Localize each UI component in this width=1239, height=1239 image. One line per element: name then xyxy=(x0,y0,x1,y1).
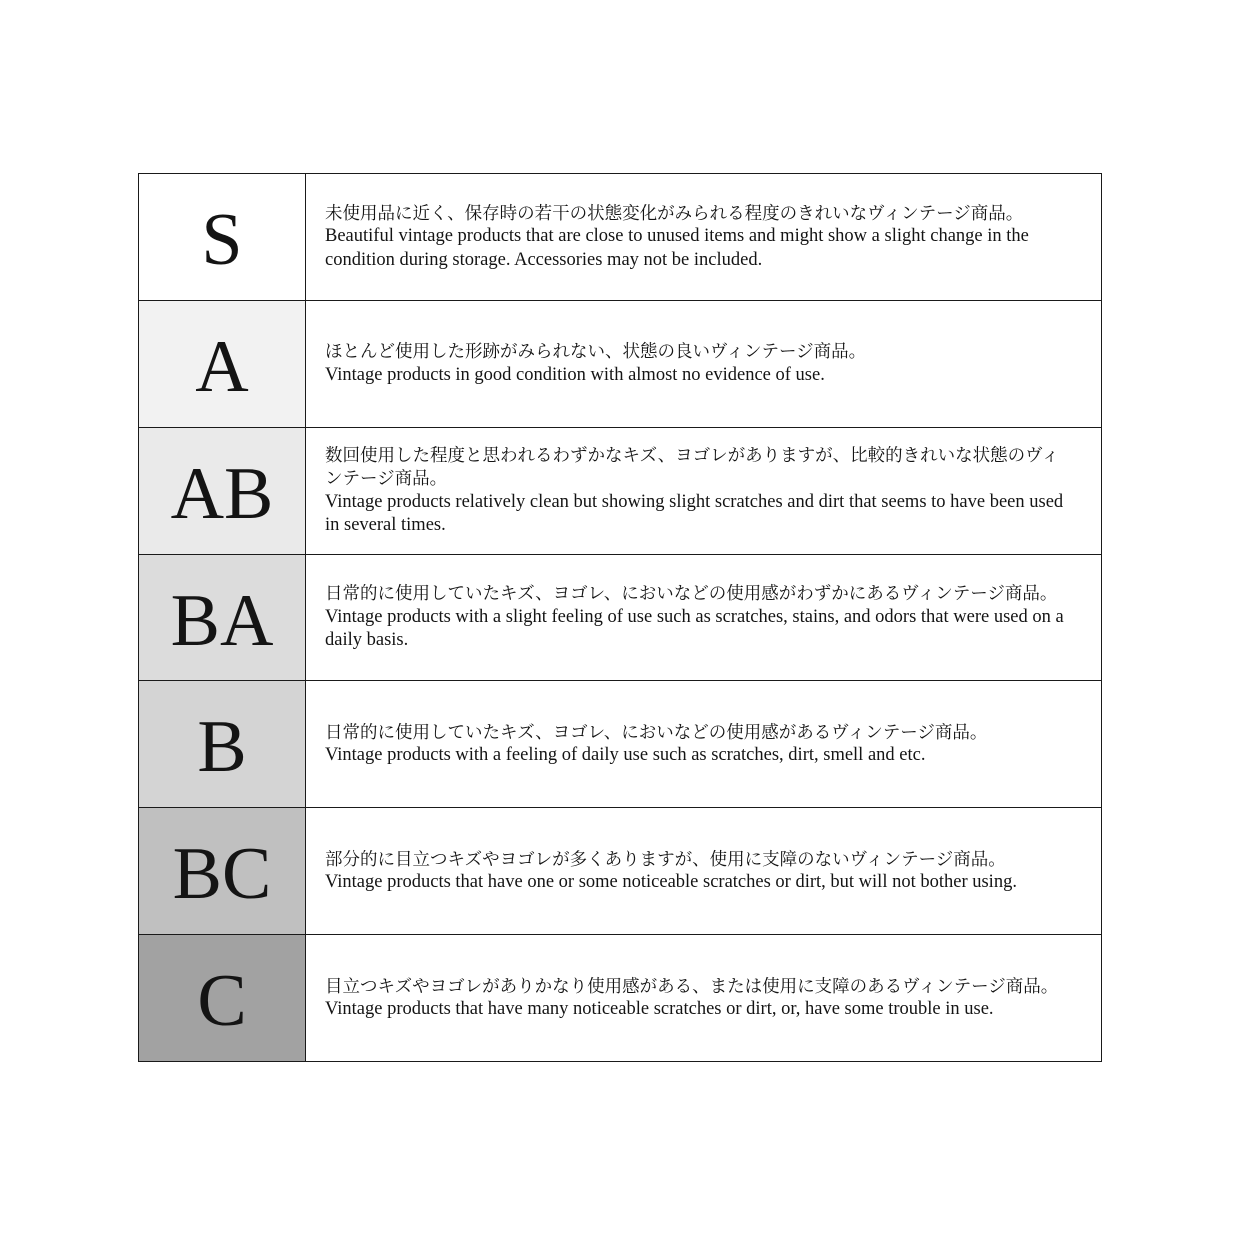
grade-cell-ab xyxy=(139,428,306,554)
grade-description-ab xyxy=(306,428,1101,554)
grade-letter: C xyxy=(197,960,247,1043)
table-row-bc xyxy=(139,807,1101,934)
grade-description-ba xyxy=(306,555,1101,681)
description-english: Vintage products that have many noticeable scratches or dirt, or, have some trouble in use. xyxy=(325,999,994,1020)
description-japanese: 日常的に使用していたキズ、ヨゴレ、においなどの使用感がわずかにあるヴィンテージ商品。 xyxy=(325,583,1058,604)
grade-letter: B xyxy=(197,706,247,789)
grade-cell-bc xyxy=(139,808,306,934)
grade-letter: AB xyxy=(170,452,274,535)
table-row-c xyxy=(139,934,1101,1061)
description-english: Vintage products with a slight feeling of use such as scratches, stains, and odors that were used on a daily basis. xyxy=(325,606,1064,651)
grade-letter: BA xyxy=(170,579,274,662)
description-japanese: ほとんど使用した形跡がみられない、状態の良いヴィンテージ商品。 xyxy=(325,341,867,362)
grade-letter: S xyxy=(201,198,243,281)
description-japanese: 数回使用した程度と思われるわずかなキズ、ヨゴレがありますが、比較的きれいな状態のヴィンテージ商品。 xyxy=(325,444,1060,489)
grade-description-b xyxy=(306,681,1101,807)
grade-cell-s xyxy=(139,174,306,300)
table-row-a xyxy=(139,300,1101,427)
description-english: Vintage products in good condition with almost no evidence of use. xyxy=(325,364,825,385)
table-row-ab xyxy=(139,427,1101,554)
description-japanese: 未使用品に近く、保存時の若干の状態変化がみられる程度のきれいなヴィンテージ商品。 xyxy=(325,202,1024,223)
description-english: Vintage products relatively clean but showing slight scratches and dirt that seems to have been used in several times. xyxy=(325,491,1064,536)
description-japanese: 日常的に使用していたキズ、ヨゴレ、においなどの使用感があるヴィンテージ商品。 xyxy=(325,721,988,742)
grade-cell-ba xyxy=(139,555,306,681)
description-japanese: 部分的に目立つキズやヨゴレが多くありますが、使用に支障のないヴィンテージ商品。 xyxy=(325,848,1006,869)
grade-letter: A xyxy=(195,325,249,408)
grade-cell-b xyxy=(139,681,306,807)
description-english: Vintage products that have one or some noticeable scratches or dirt, but will not bother using. xyxy=(325,872,1017,893)
description-english: Beautiful vintage products that are close to unused items and might show a slight change in the condition during storage. Accessories may not be included. xyxy=(325,226,1029,270)
grade-letter: BC xyxy=(172,833,272,916)
grade-description-c xyxy=(306,935,1101,1061)
table-row-ba xyxy=(139,554,1101,681)
table-row-b xyxy=(139,680,1101,807)
grade-description-bc xyxy=(306,808,1101,934)
grade-cell-a xyxy=(139,301,306,427)
table-row-s xyxy=(139,174,1101,300)
grade-cell-c xyxy=(139,935,306,1061)
condition-grade-table xyxy=(138,173,1102,1062)
description-japanese: 目立つキズやヨゴレがありかなり使用感がある、または使用に支障のあるヴィンテージ商品。 xyxy=(325,975,1059,996)
grade-description-s xyxy=(306,174,1101,300)
grade-description-a xyxy=(306,301,1101,427)
description-english: Vintage products with a feeling of daily use such as scratches, dirt, smell and etc. xyxy=(325,745,926,766)
